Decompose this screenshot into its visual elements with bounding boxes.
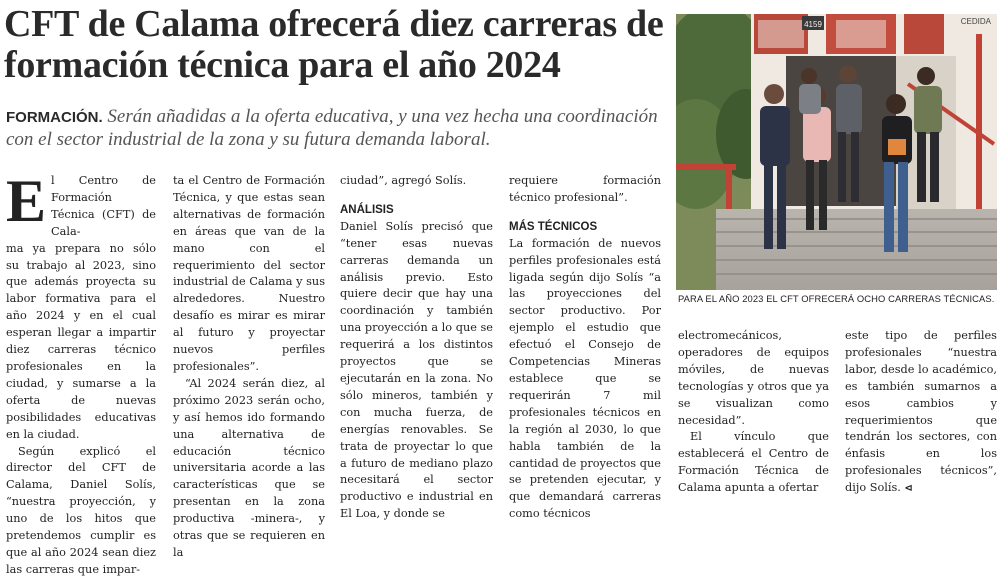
article-column-3 (340, 173, 493, 523)
paragraph: “Al 2024 serán diez, al próximo 2023 serán ocho, y así hemos ido formando una alternativa de educación técnico universitaria acorde a las características que se presentan en la zona productiva -minera-, y otras que se requieren en la (173, 376, 325, 559)
paragraph: Según explicó el director del CFT de Calama, Daniel Solís, “nuestra proyección, y uno de los hitos que pretendemos cumplir es que al año 2024 sean diez las carreras que impar- (6, 444, 156, 576)
paragraph (845, 328, 997, 498)
paragraph: Daniel Solís precisó que “tener esas nuevas carreras demanda un análisis previo. Esto quiere decir que hay una coordinación y también una proyección a lo que se requerirá a los distintos proyectos que se ejecutarán en la zona. No sólo mineros, también y con mucha fuerza, de energías renovables. Se trata de proyectar lo que a futuro de mediano plazo necesitará el sector productivo e industrial en El Loa, y donde se (340, 219, 493, 521)
article-column-5 (678, 328, 829, 497)
article-column-2 (173, 173, 325, 562)
article-column-1 (6, 168, 156, 579)
section-heading: ANÁLISIS (340, 203, 394, 216)
paragraph: electromecánicos, operadores de equipos móviles, de nuevas tecnologías y otros que ya se visualizan como necesidad”. (678, 329, 829, 427)
paragraph-text: este tipo de perfiles profesionales “nuestra labor, desde lo académico, es también sumarnos a esos cambios y requerimientos que tendrán los sectores, con énfasis en los profesionales técnicos”, dijo Solís. (845, 329, 997, 495)
end-mark-icon: ⊲ (904, 483, 913, 495)
article-lead (6, 106, 666, 151)
article-column-6 (845, 328, 997, 498)
article-column-4 (509, 173, 661, 523)
paragraph: ciudad”, agregó Solís. (340, 174, 467, 187)
photo-credit: CEDIDA (960, 17, 991, 26)
paragraph: ta el Centro de Formación Técnica, y que estas sean alternativas de formación en áreas que van de la mano con el requerimiento del sector industrial de Calama y sus alrededores. Nuestro desafío es mirar es mirar al futuro y proyectar nuevos perfiles profesionales”. (173, 174, 325, 373)
paragraph: su trabajo al 2023, sino que además proyecta su labor formativa para el año 2024 y en el cual esperan llegar a impartir diez carreras técnico profesionales en la ciudad, y sumarse a la oferta de nuevas posibilidades educativas en la ciudad. (6, 258, 156, 441)
paragraph: La formación de nuevos perfiles profesionales está ligada según dijo Solís “a las proyecciones del sector productivo. Por ejemplo el estudio que efectuó el Consejo de Competencias Mineras establece que se requerirán 7 mil profesionales técnicos en la región al 2030, lo que habla también de la cantidad de proyectos que se pretenden ejecutar, y que demandará carreras como técnicos (509, 236, 661, 521)
building-sign: 4159 (804, 20, 822, 29)
photo-caption: PARA EL AÑO 2023 EL CFT OFRECERÁ OCHO CARRERAS TÉCNICAS. (678, 293, 995, 304)
article-deck: Serán añadidas a la oferta educativa, y una vez hecha una coordinación con el sector industrial de la zona y su futura demanda laboral. (6, 106, 658, 150)
article-headline: CFT de Calama ofrecerá diez carreras de formación técnica para el año 2024 (4, 3, 664, 86)
paragraph-line: ma ya prepara no sólo (6, 241, 156, 255)
drop-cap: E (6, 168, 47, 234)
paragraph: El vínculo que establecerá el Centro de Formación Técnica de Calama apunta a ofertar (678, 430, 829, 495)
paragraph-line: Técnica (CFT) de Cala- (51, 207, 156, 238)
section-heading: MÁS TÉCNICOS (509, 220, 598, 233)
article-photo (676, 14, 997, 290)
section-tag: FORMACIÓN. (6, 109, 103, 126)
photo-illustration (676, 14, 997, 290)
paragraph-line: l Centro de Formación (51, 174, 156, 204)
paragraph: requiere formación técnico profesional”. (509, 174, 661, 204)
